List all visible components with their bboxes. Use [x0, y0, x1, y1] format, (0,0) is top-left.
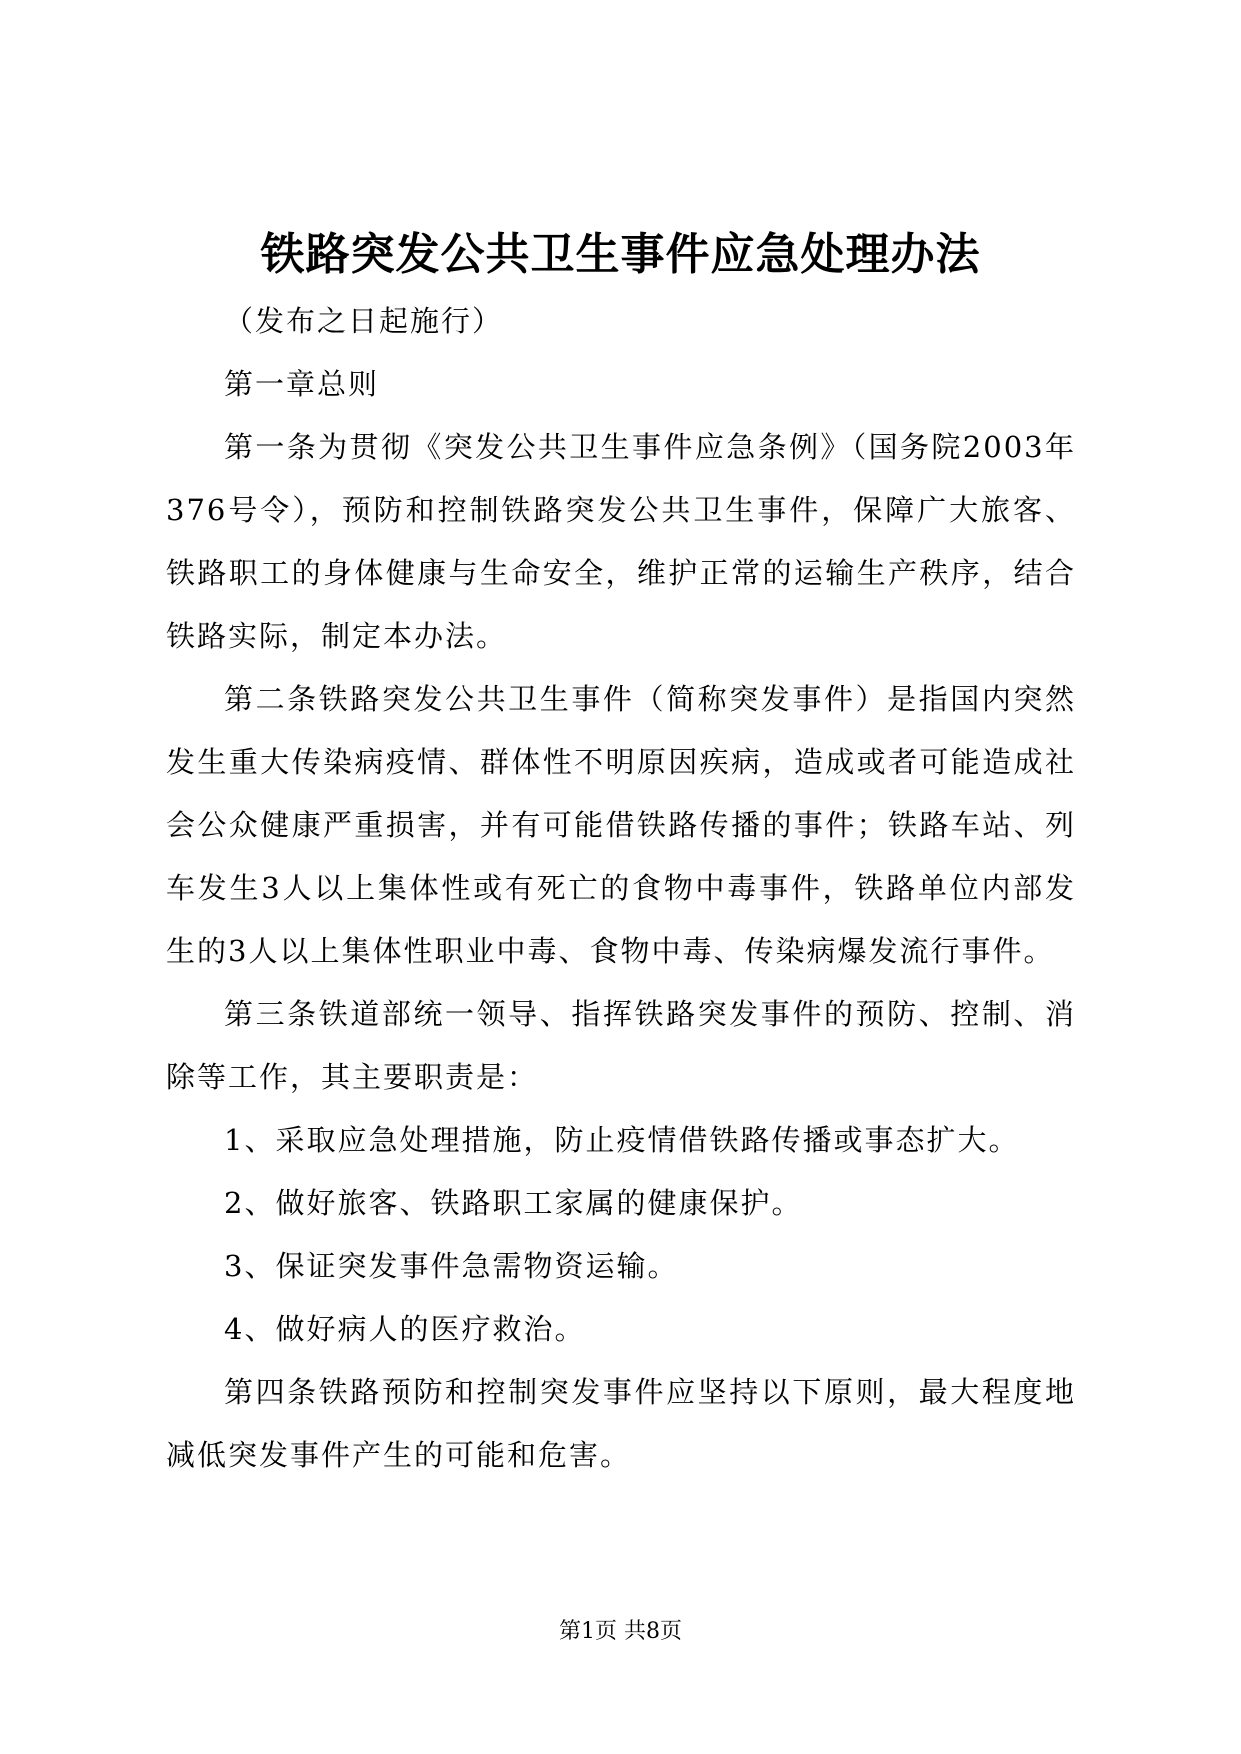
article-3: 第三条铁道部统一领导、指挥铁路突发事件的预防、控制、消除等工作，其主要职责是：	[166, 997, 1076, 1094]
document-title: 铁路突发公共卫生事件应急处理办法	[260, 229, 981, 280]
effective-date-note: （发布之日起施行）	[224, 304, 504, 338]
duty-item-1: 1、采取应急处理措施，防止疫情借铁路传播或事态扩大。	[224, 1123, 1020, 1157]
document-body	[166, 290, 1076, 1487]
chapter-heading: 第一章总则	[224, 367, 380, 401]
article-1: 第一条为贯彻《突发公共卫生事件应急条例》（国务院2003年376号令），预防和控制铁路突发公共卫生事件，保障广大旅客、铁路职工的身体健康与生命安全，维护正常的运输生产秩序，结合铁路实际，制定本办法。	[166, 430, 1076, 653]
duty-item-2: 2、做好旅客、铁路职工家属的健康保护。	[224, 1186, 803, 1220]
page-number-footer: 第1页 共8页	[559, 1619, 682, 1644]
article-2: 第二条铁路突发公共卫生事件（简称突发事件）是指国内突然发生重大传染病疫情、群体性不明原因疾病，造成或者可能造成社会公众健康严重损害，并有可能借铁路传播的事件；铁路车站、列车发生3人以上集体性或有死亡的食物中毒事件，铁路单位内部发生的3人以上集体性职业中毒、食物中毒、传染病爆发流行事件。	[166, 682, 1076, 968]
duty-item-4: 4、做好病人的医疗救治。	[224, 1312, 586, 1346]
article-4: 第四条铁路预防和控制突发事件应坚持以下原则，最大程度地减低突发事件产生的可能和危害。	[166, 1375, 1076, 1472]
duty-item-3: 3、保证突发事件急需物资运输。	[224, 1249, 679, 1283]
